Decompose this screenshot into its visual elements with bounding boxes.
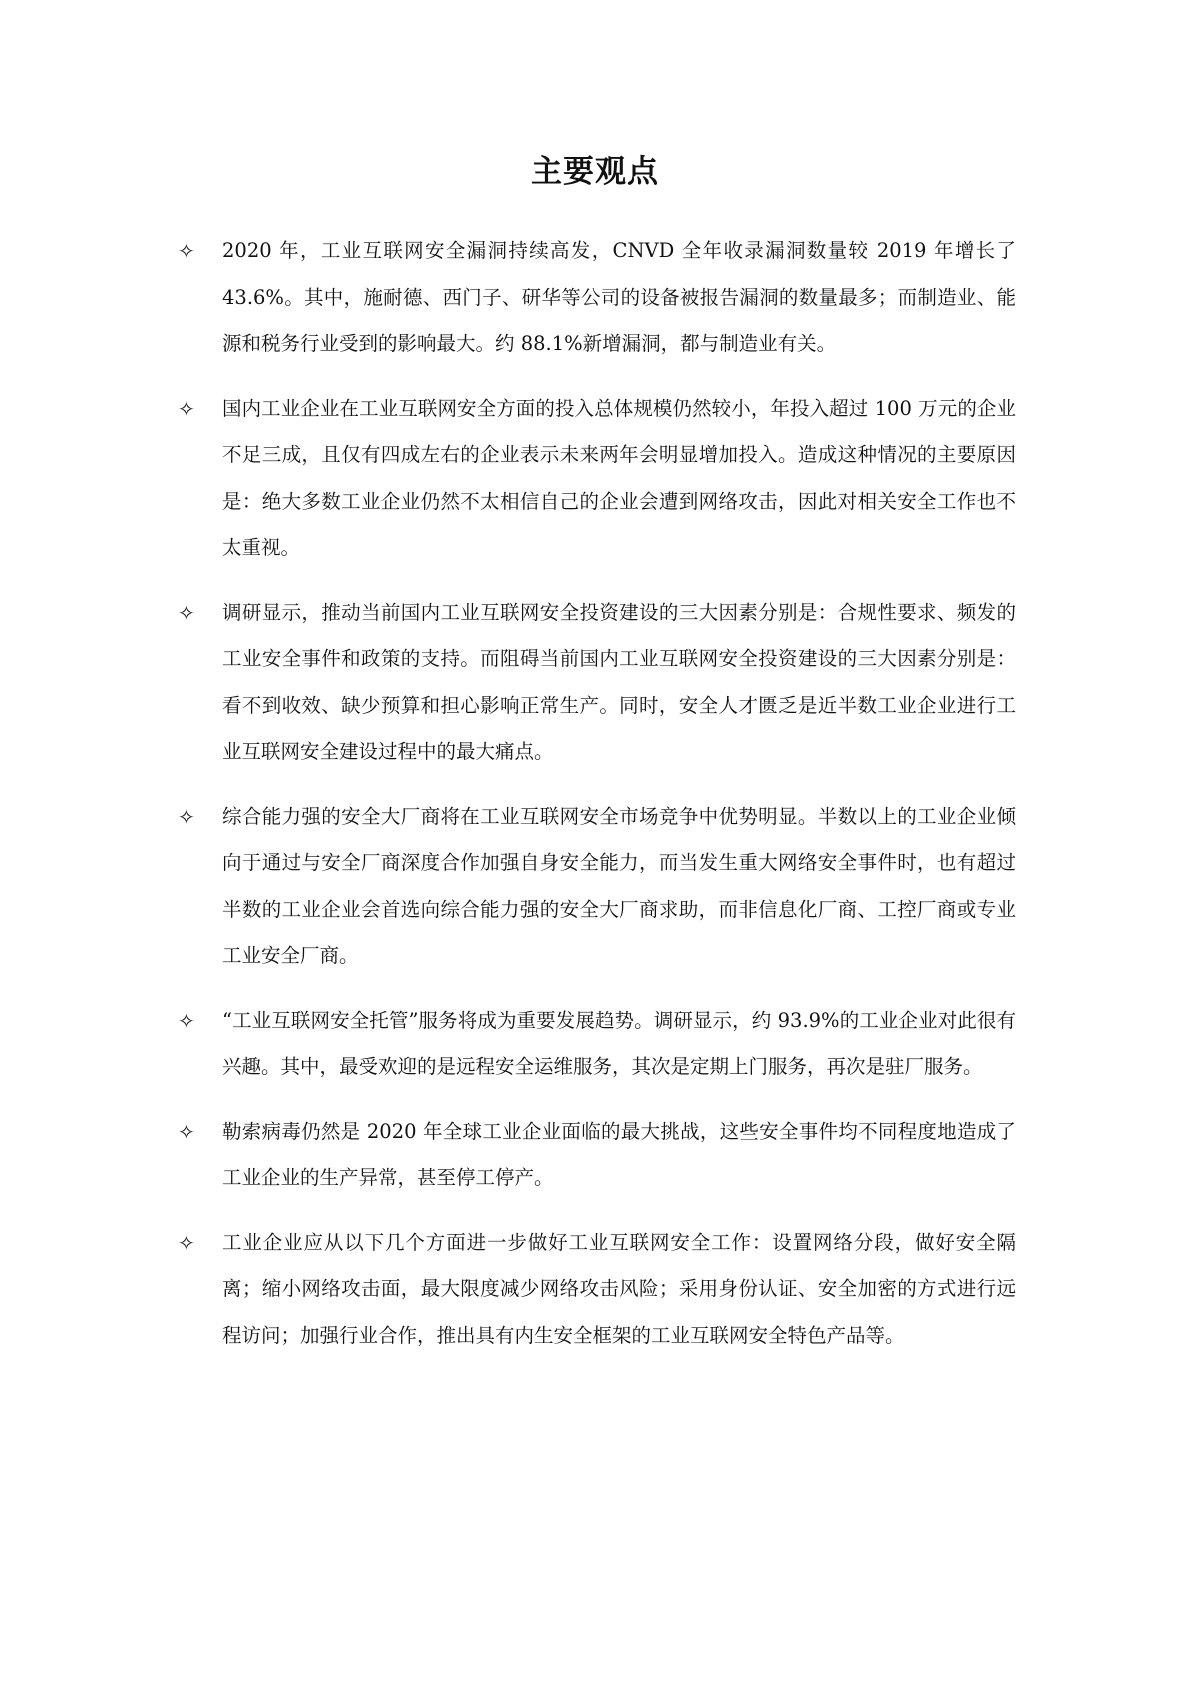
diamond-star-bullet-icon: ✧: [178, 1119, 195, 1144]
diamond-star-bullet-icon: ✧: [178, 396, 195, 421]
key-point-item: [178, 794, 1016, 980]
key-point-text: 调研显示，推动当前国内工业互联网安全投资建设的三大因素分别是：合规性要求、频发的工业安全事件和政策的支持。而阻碍当前国内工业互联网安全投资建设的三大因素分别是：看不到收效、缺少预算和担心影响正常生产。同时，安全人才匮乏是近半数工业企业进行工业互联网安全建设过程中的最大痛点。: [222, 600, 1016, 763]
key-point-text: 综合能力强的安全大厂商将在工业互联网安全市场竞争中优势明显。半数以上的工业企业倾向于通过与安全厂商深度合作加强自身安全能力，而当发生重大网络安全事件时，也有超过半数的工业企业会首选向综合能力强的安全大厂商求助，而非信息化厂商、工控厂商或专业工业安全厂商。: [222, 804, 1016, 967]
key-point-text: 勒索病毒仍然是 2020 年全球工业企业面临的最大挑战，这些安全事件均不同程度地造成了工业企业的生产异常，甚至停工停产。: [222, 1119, 1016, 1189]
key-point-item: [178, 998, 1016, 1091]
key-point-item: [178, 590, 1016, 776]
diamond-star-bullet-icon: ✧: [178, 804, 195, 829]
key-point-text: 2020 年，工业互联网安全漏洞持续高发，CNVD 全年收录漏洞数量较 2019 年增长了43.6%。其中，施耐德、西门子、研华等公司的设备被报告漏洞的数量最多；而制造业、能源和税务行业受到的影响最大。约 88.1%新增漏洞，都与制造业有关。: [222, 239, 1016, 355]
key-point-item: [178, 1109, 1016, 1202]
diamond-star-bullet-icon: ✧: [178, 1230, 195, 1255]
key-point-text: 工业企业应从以下几个方面进一步做好工业互联网安全工作：设置网络分段，做好安全隔离；缩小网络攻击面，最大限度减少网络攻击风险；采用身份认证、安全加密的方式进行远程访问；加强行业合作，推出具有内生安全框架的工业互联网安全特色产品等。: [222, 1230, 1016, 1347]
key-point-item: [178, 228, 1016, 368]
key-point-text: 国内工业企业在工业互联网安全方面的投入总体规模仍然较小，年投入超过 100 万元的企业不足三成，且仅有四成左右的企业表示未来两年会明显增加投入。造成这种情况的主要原因是：绝大多数工业企业仍然不太相信自己的企业会遭到网络攻击，因此对相关安全工作也不太重视。: [222, 396, 1016, 559]
diamond-star-bullet-icon: ✧: [178, 1008, 195, 1033]
key-point-item: [178, 386, 1016, 572]
diamond-star-bullet-icon: ✧: [178, 600, 195, 625]
key-point-text: “工业互联网安全托管”服务将成为重要发展趋势。调研显示，约 93.9%的工业企业对此很有兴趣。其中，最受欢迎的是远程安全运维服务，其次是定期上门服务，再次是驻厂服务。: [222, 1008, 1016, 1078]
key-point-item: [178, 1220, 1016, 1360]
page-title: 主要观点: [531, 154, 659, 190]
diamond-star-bullet-icon: ✧: [178, 239, 195, 263]
key-points-list: [178, 228, 1016, 1377]
